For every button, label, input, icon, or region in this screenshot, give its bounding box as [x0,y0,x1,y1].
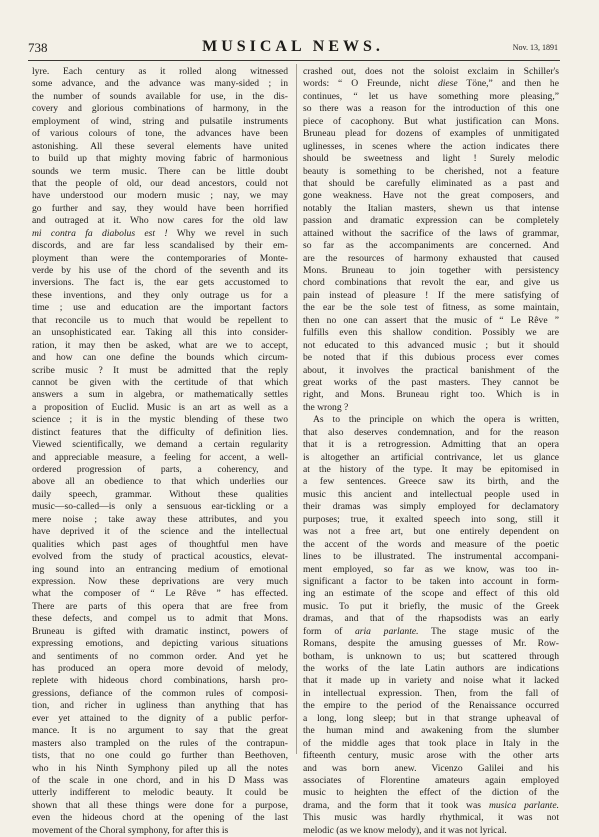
text-line: and appreciable measure, a feeling for accent, a well- [32,451,288,463]
text-line: even the hideous chord at the opening of the last [32,812,288,824]
right-text-column [303,66,559,836]
text-line: that should be carefully eliminated as a past and [303,177,559,189]
text-line: gressions, defiance of the common rules of composi- [32,687,288,699]
text-line: continues, “ let us have something more pleasing,” [303,90,559,102]
issue-date: Nov. 13, 1891 [512,43,558,52]
text-line: ployment than were the contemporaries of Monte- [32,252,288,264]
text-line: cannot be given with the certitude of that which [32,376,288,388]
text-line: music—so-called—is only a sensuous ear-tickling or a [32,501,288,513]
text-line: Mons. Bruneau to join together with persistency [303,265,559,276]
text-line: the works of the late Latin authors are indications [303,663,559,674]
text-line: ment employed, so far as we know, was too in- [303,563,559,575]
text-line: has produced an opera more devoid of melody, [32,663,288,674]
text-line: pain instead of pleasure ! If the mere satisfying of [303,289,559,301]
text-line: and was born anew. Vicenzo Galilei and his [303,762,559,774]
text-line: a proposition of Euclid. Music is an art as well as a [32,401,288,413]
text-line: tion, and richer in ugliness than anything that has [32,700,288,712]
text-line: melodic (as we know melody), and it was not lyrical. [303,824,507,836]
text-line: sounds we term music. There can be little doubt [32,165,288,177]
text-line: that it made up in variety and noise what it lacked [303,675,559,687]
text-line: answers a sum in algebra, or mathematically settles [32,389,288,401]
text-line: music to heighten the effect of the diction of the [303,787,559,799]
text-line: the human mind and awakening from the slumber [303,725,559,737]
text-line: passion and dramatic expression can be completely [303,215,559,227]
text-line: There are parts of this opera that are free from [32,600,288,612]
text-line: evolved from the study of practical acoustics, elevat- [32,551,288,563]
text-line: words: “ O Freunde, nicht diese Töne,” and then he [303,78,559,90]
page-header [28,38,558,58]
text-line: fulfills even this shallow condition. Possibly we are [303,327,559,339]
text-line: expression. Now these deprivations are very much [32,575,288,587]
text-line: great works of the past masters. They cannot be [303,376,559,388]
text-line: are the resources of harmony exhausted that caused [303,252,559,264]
text-line: employment of wind, string and pulsatile instruments [32,115,288,127]
column-divider [296,64,297,754]
text-line: then no one can assert that the music of “ Le Rêve ” [303,314,559,326]
text-line: who in his Ninth Symphony piled up all the notes [32,762,288,774]
text-line: shown that all these things were done for a purpose, [32,799,288,811]
text-line: qualities which past ages of thoughtful men have [32,538,288,550]
text-line: masters also trampled on the rules of the contrapun- [32,737,288,749]
text-line: and how can one define the bounds which circum- [32,352,288,364]
text-line: the accent of the words and measure of the poetic [303,538,559,550]
text-line: what the composer of “ Le Rêve ” has effected. [32,588,288,600]
text-line: Bruneau plead for dozens of examples of unmitigated [303,128,559,140]
text-line: go further and say, they would have been horrified [32,202,288,214]
text-line: botham, is unknown to us; but scattered through [303,650,559,662]
text-line: a few sentences. Greece saw its birth, and the [303,476,559,488]
text-line: and sentiments of no common order. And yet he [32,650,288,662]
text-line: that reconcile us to much that would be repellent to [32,314,288,326]
text-line: the ear be the sole test of fitness, as some maintain, [303,302,559,314]
text-line: covery and glorious combinations of harmony, in the [32,103,288,115]
text-line: scribe music ? It must be admitted that the reply [32,364,288,376]
text-line: not educated to this advanced music ; but it should [303,339,559,351]
text-line: uglinesses, in scenes where the action indicates there [303,140,559,152]
text-line: expressing emotions, and depicting various situations [32,638,288,650]
text-line: and outraged at it. Who now cares for the old law [32,215,288,227]
text-line: ing an estimate of the scope and effect of this old [303,588,559,600]
text-line: should be sweetness and light ! Surely melodic [303,153,559,165]
text-line: is altogether an artificial contrivance, let us glance [303,451,559,463]
text-line: purposes; true, it exalted speech into song, still it [303,513,559,525]
text-line: have understood our modern music ; nay, we may [32,190,288,202]
text-line: a long, long sleep; but in that strange upheaval of [303,712,559,724]
text-line: ing sound into an entrancing medium of emotional [32,563,288,575]
text-line: Viewed scientifically, we demand a certain regularity [32,439,288,451]
text-line: at the history of the type. It may be epitomised in [303,464,559,475]
text-line: that also deserves condemnation, and for the reason [303,426,559,438]
publication-title: MUSICAL NEWS. [202,38,384,55]
text-line: so far as the accompaniments are concerned. And [303,240,559,252]
text-line: to build up that mighty moving fabric of harmonious [32,153,288,165]
text-line: ordered progression of parts, a coherency, and [32,464,288,475]
text-line: of various colours of tone, the advances have been [32,128,288,140]
text-line: gone weakness. Have not the great composers, and [303,190,559,202]
text-line: daily speech, grammar. Without these qualities [32,488,288,500]
text-line: piece of cacophony. But what justification can Mons. [303,115,559,127]
text-line: associates of Florentine amateurs again employed [303,774,559,786]
text-line: form of aria parlante. The stage music of the [303,625,559,637]
text-line: time ; use and education are the important factors [32,302,288,314]
text-line: music this ancient and intellectual people used in [303,488,559,500]
text-line: This music was hardly rhythmical, it was not [303,812,559,824]
text-line: inversions. The fact is, the ear gets accustomed to [32,277,288,289]
text-line: of the scale in one chord, and in his D Mass was [32,774,288,786]
text-line: ever yet attained to the dignity of a public perfor- [32,712,288,724]
page-number: 738 [28,40,48,55]
text-line: notably the Italian masters, shewn us that intense [303,202,559,214]
text-line: that it is a retrogression. Admitting that an opera [303,439,559,451]
text-line: movement of the Choral symphony, for after this is [32,824,229,836]
text-line: the wrong ? [303,401,349,413]
text-line: have deprived it of the science and the intellectual [32,526,288,538]
text-line: replete with hideous chord combinations, harsh pro- [32,675,288,687]
text-line: beauty is something to be cherished, not a feature [303,165,559,177]
text-line: verde by his use of the chord of the seventh and its [32,265,288,276]
text-line: science ; it is in the mystic blending of these two [32,414,288,426]
text-line: be noted that if this dubious process ever comes [303,352,559,364]
text-line: crashed out, does not the soloist exclaim in Schiller's [303,66,559,77]
text-line: that the people of old, our dead ancestors, could not [32,177,288,189]
text-line: utterly indifferent to melodic beauty. It could be [32,787,288,799]
text-line: of the middle ages that took place in Italy in the [303,737,559,749]
text-line: chord combinations that revolt the ear, and give us [303,277,559,289]
text-line: these defects, and compel us to admit that Mons. [32,613,288,625]
text-line: significant a factor to be taken into account in form- [303,575,559,587]
text-line: astonishing. All these several elements have united [32,140,288,152]
text-line: mi contra fa diabolus est ! Why we revel in such [32,227,288,239]
text-line: some advance, and the advance was many-sided ; in [32,78,288,90]
text-line: music. To put it briefly, the music of the Greek [303,600,559,612]
text-line: lines to be illustrated. The instrumental accompani- [303,551,559,563]
text-line: tists, that no one could go further than Beethoven, [32,750,288,762]
text-line: the number of sounds available for use, in the dis- [32,90,288,102]
text-line: was not a free art, but one entirely dependent on [303,526,559,538]
left-text-column [32,66,288,836]
text-line: mance. It is no argument to say that the great [32,725,288,737]
text-line: Bruneau is gifted with dramatic instinct, powers of [32,625,288,637]
text-line: about, it involves the practical banishment of the [303,364,559,376]
text-line: mere noise ; take away these attributes, and you [32,513,288,525]
header-rule [28,60,560,61]
text-line: As to the principle on which the opera is written, [313,414,559,426]
text-line: their dramas was simply employed for declamatory [303,501,559,513]
text-line: an unsophisticated ear. Taking all this into consider- [32,327,288,339]
text-line: ration, it may then be asked, what are we to accept, [32,339,288,351]
text-line: the empire to the period of the Renaissance occurred [303,700,559,712]
text-line: so there was a reason for the introduction of this one [303,103,559,115]
text-line: lyre. Each century as it rolled along witnessed [32,66,288,77]
text-line: attained without the sacrifice of the laws of grammar, [303,227,559,239]
text-line: in intellectual expression. Then, from the fall of [303,687,559,699]
text-line: distinct features that the difficulty of definition lies. [32,426,288,438]
text-line: right, and Mons. Bruneau right too. Which is in [303,389,559,401]
text-line: fifteenth century, music arose with the other arts [303,750,559,762]
text-line: Romans, despite the amusing guesses of Mr. Row- [303,638,559,650]
text-line: discords, and are far less scandalised by their em- [32,240,288,252]
text-line: dramas, and that of the rhapsodists was an early [303,613,559,625]
text-line: above all an obedience to that which underlies our [32,476,288,488]
text-line: these inventions, and they only outrage us for a [32,289,288,301]
text-line: drama, and the form that it took was musica parlante. [303,799,559,811]
